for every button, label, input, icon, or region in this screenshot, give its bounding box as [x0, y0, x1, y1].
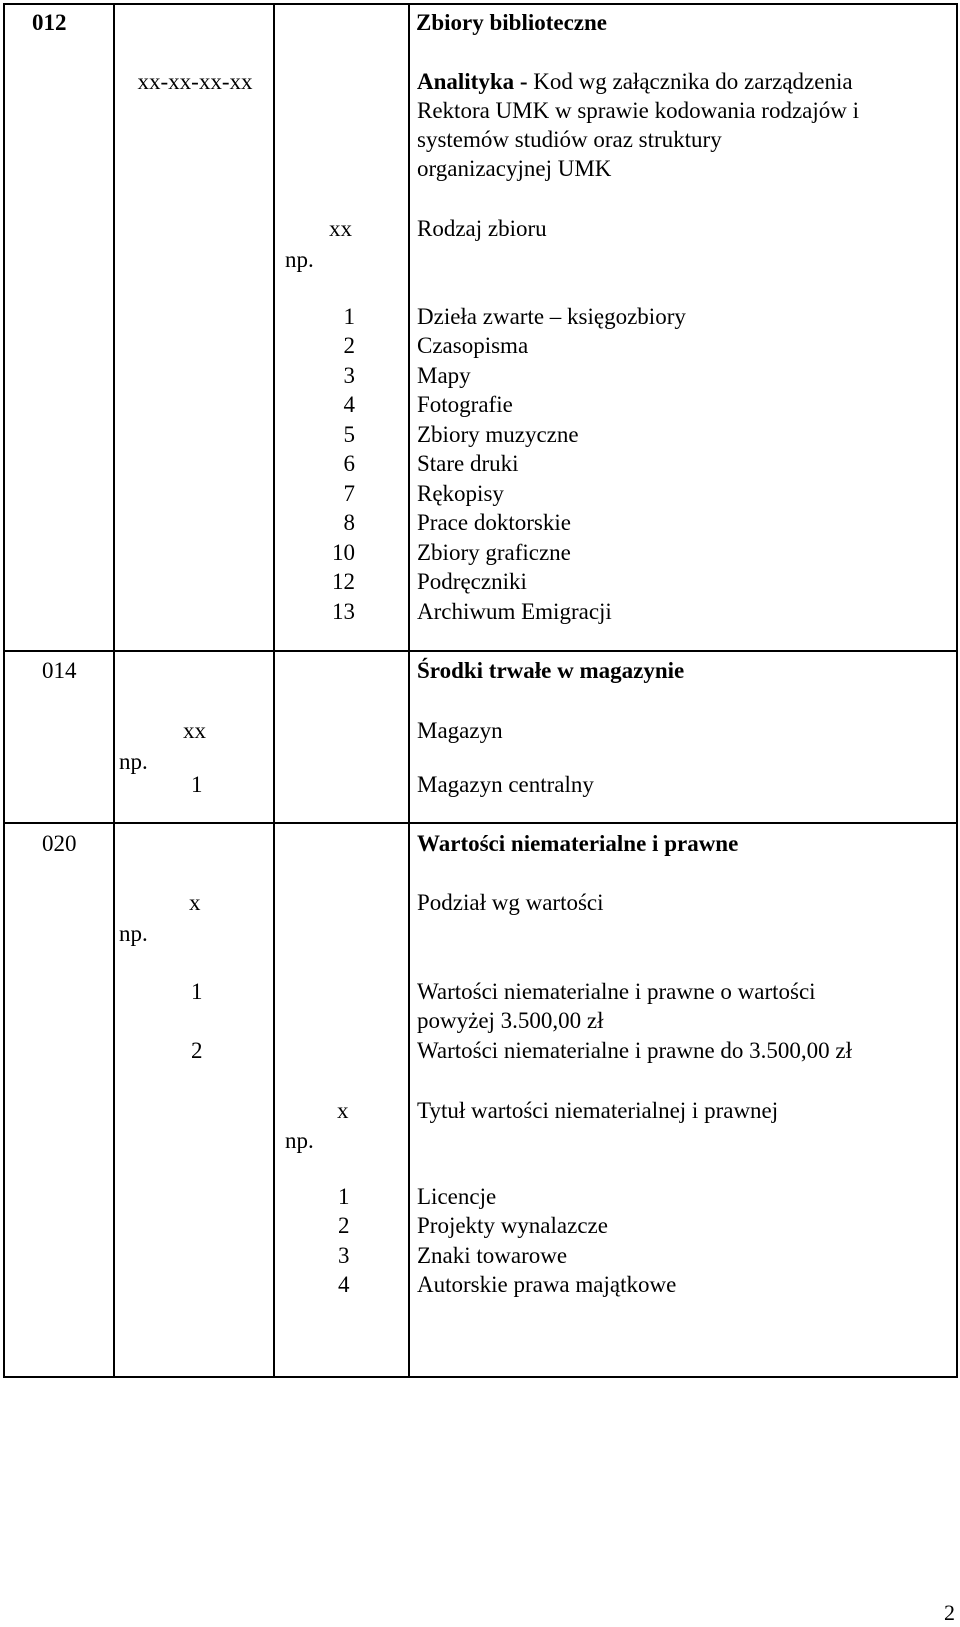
example-marker: np.	[119, 749, 148, 774]
item-label: Stare druki	[417, 451, 519, 476]
sub-code: x	[337, 1098, 349, 1123]
item-label: Dzieła zwarte – księgozbiory	[417, 304, 686, 329]
item-number: 4	[338, 1272, 350, 1297]
item-label: Prace doktorskie	[417, 510, 571, 535]
item-label: Fotografie	[417, 392, 513, 417]
analytics-text: Kod wg załącznika do zarządzenia	[527, 69, 853, 94]
item-label: Wartości niematerialne i prawne o wartości	[417, 979, 816, 1004]
item-number: 5	[343, 422, 355, 447]
section-title: Wartości niematerialne i prawne	[417, 831, 739, 856]
item-label: Wartości niematerialne i prawne do 3.500,00 zł	[417, 1038, 853, 1063]
page-number: 2	[944, 1600, 955, 1625]
item-number: 1	[343, 304, 355, 329]
item-number: 2	[338, 1213, 350, 1238]
item-number: 1	[191, 772, 203, 797]
analytics-line-4: organizacyjnej UMK	[417, 156, 612, 181]
sub-code: x	[189, 890, 201, 915]
example-marker: np.	[285, 247, 314, 272]
item-label: Zbiory muzyczne	[417, 422, 579, 447]
item-number: 3	[338, 1243, 350, 1268]
item-number: 2	[191, 1038, 203, 1063]
subcategory-title: Podział wg wartości	[417, 890, 604, 915]
item-label-continued: powyżej 3.500,00 zł	[417, 1008, 604, 1033]
example-marker: np.	[285, 1128, 314, 1153]
item-label: Archiwum Emigracji	[417, 599, 612, 624]
analytics-title: Analityka -	[417, 69, 528, 94]
item-label: Rękopisy	[417, 481, 504, 506]
subcategory-title: Rodzaj zbioru	[417, 216, 547, 241]
item-label: Autorskie prawa majątkowe	[417, 1272, 677, 1297]
item-label: Czasopisma	[417, 333, 529, 358]
column-divider	[273, 5, 275, 1376]
account-code: 020	[42, 831, 77, 856]
item-label: Znaki towarowe	[417, 1243, 568, 1268]
item-number: 2	[343, 333, 355, 358]
example-marker: np.	[119, 921, 148, 946]
item-number: 4	[343, 392, 355, 417]
column-divider	[408, 5, 410, 1376]
item-label: Podręczniki	[417, 569, 527, 594]
item-number: 6	[343, 451, 355, 476]
subcategory-title: Tytuł wartości niematerialnej i prawnej	[417, 1098, 779, 1123]
section-title: Zbiory biblioteczne	[416, 10, 608, 35]
item-number: 10	[332, 540, 355, 565]
item-label: Licencje	[417, 1184, 497, 1209]
sub-code: xx	[183, 718, 206, 743]
analytics-line-1	[417, 67, 853, 97]
analytics-line-2: Rektora UMK w sprawie kodowania rodzajów i	[417, 98, 859, 123]
account-code: 012	[32, 10, 67, 35]
classification-table	[3, 3, 958, 1378]
item-label: Mapy	[417, 363, 471, 388]
item-number: 1	[191, 979, 203, 1004]
item-number: 12	[332, 569, 355, 594]
item-number: 1	[338, 1184, 350, 1209]
item-number: 3	[343, 363, 355, 388]
analytics-code: xx-xx-xx-xx	[137, 69, 253, 94]
subcategory-title: Magazyn	[417, 718, 503, 743]
section-title: Środki trwałe w magazynie	[417, 658, 685, 683]
row-divider	[5, 822, 956, 824]
item-number: 7	[343, 481, 355, 506]
item-label: Zbiory graficzne	[417, 540, 571, 565]
item-number: 8	[343, 510, 355, 535]
item-label: Projekty wynalazcze	[417, 1213, 608, 1238]
sub-code: xx	[329, 216, 352, 241]
analytics-line-3: systemów studiów oraz struktury	[417, 127, 722, 152]
account-code: 014	[42, 658, 77, 683]
item-number: 13	[332, 599, 355, 624]
row-divider	[5, 650, 956, 652]
column-divider	[113, 5, 115, 1376]
item-label: Magazyn centralny	[417, 772, 594, 797]
